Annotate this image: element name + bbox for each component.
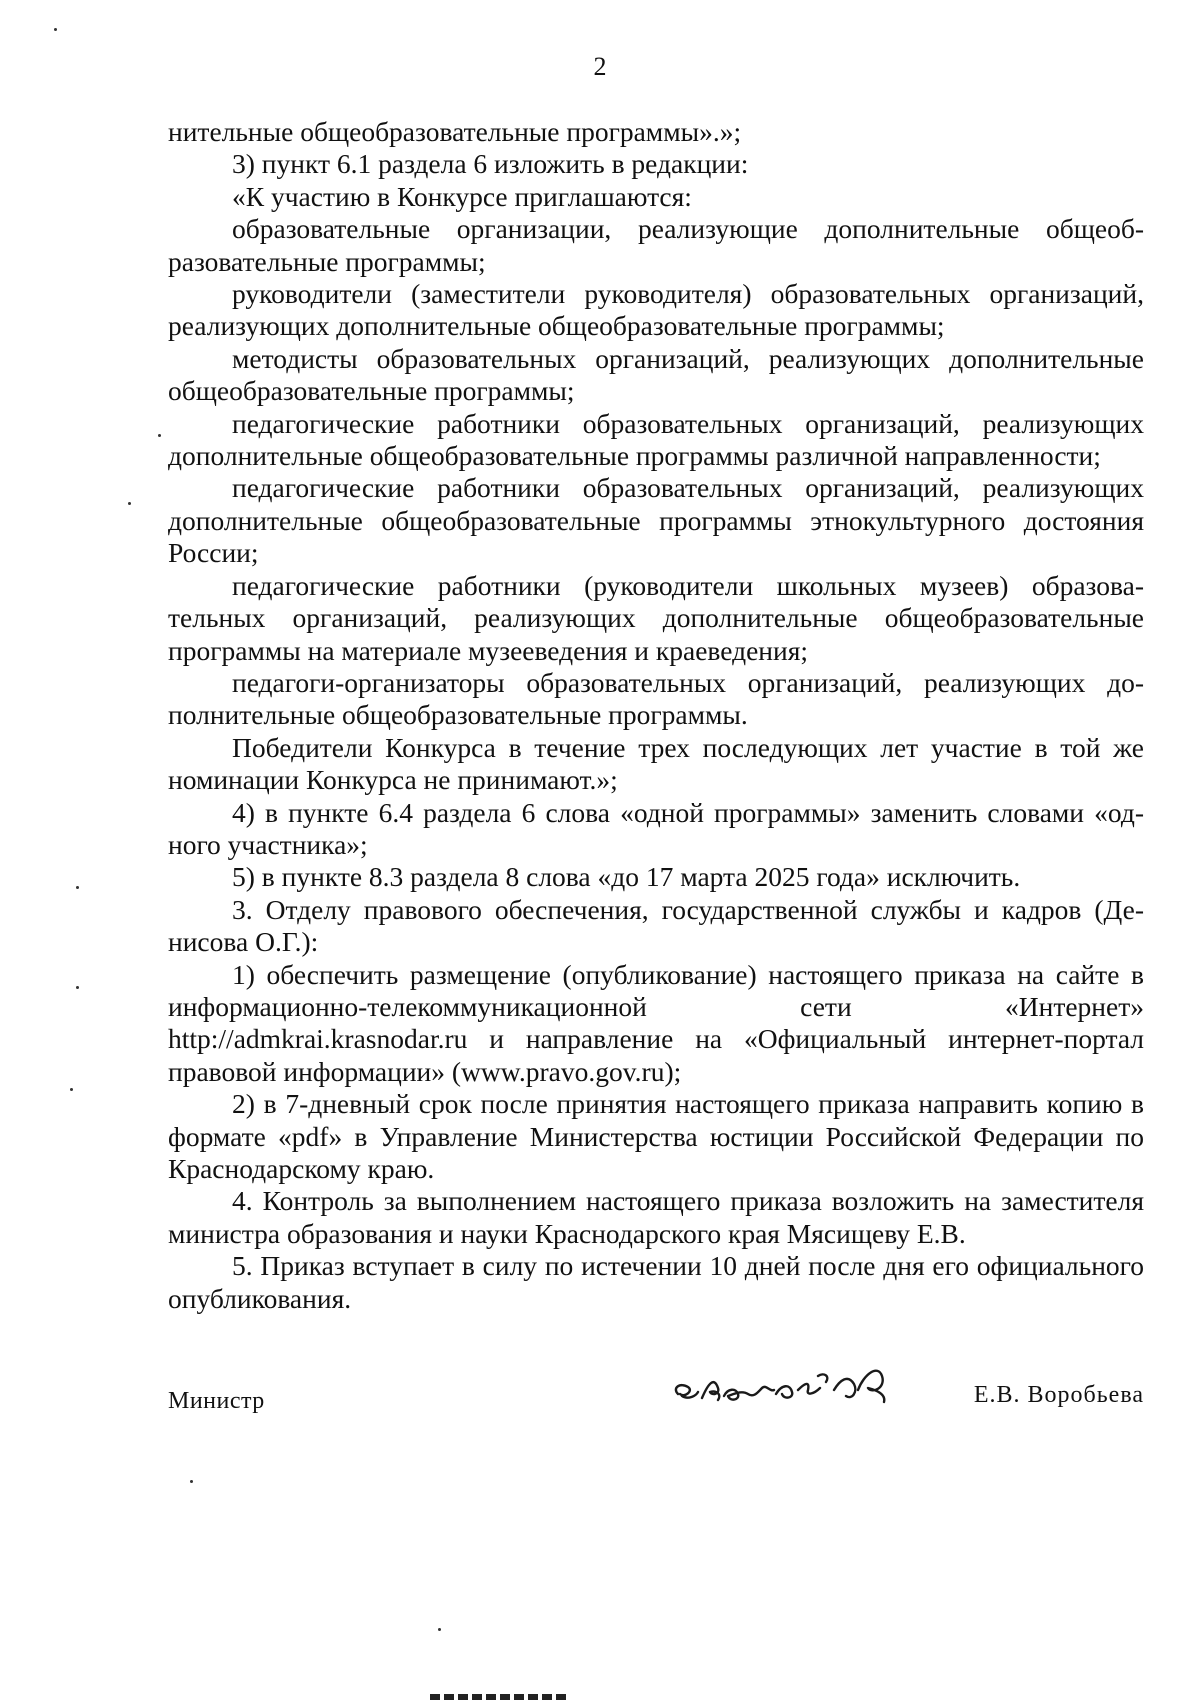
paragraph: 4. Контроль за выполнением настоящего приказа возложить на заместителя министра образования и науки Краснодарского края Мясищеву Е.В. (168, 1185, 1144, 1249)
paragraph: педагоги-организаторы образовательных организаций, реализующих дополнительные общеобразовательные программы. (168, 666, 1144, 731)
paragraph: 1) обеспечить размещение (опубликование) настоящего приказа на сайте в информационно-телекоммуникационной сети «Интернет» http://admkrai.krasnodar.ru и направление на «Официальный интернет-портал правовой информации» (www.pravo.gov.ru); (168, 958, 1144, 1087)
paragraph: руководители (заместители руководителя) образовательных организаций, реализующих дополнительные общеобразовательные программы; (168, 278, 1144, 342)
paragraph: Победители Конкурса в течение трех последующих лет участие в той же номинации Конкурса не принимают.»; (168, 731, 1144, 796)
scan-speck (158, 434, 161, 437)
paragraph: образовательные организации, реализующие дополнительные общеобразовательные программы; (168, 213, 1144, 277)
paragraph: педагогические работники образовательных организаций, реализующих дополнительные общеобразовательные программы этнокультурного достояния России; (168, 472, 1144, 569)
scan-speck (438, 1628, 441, 1631)
page-number: 2 (593, 52, 607, 81)
scan-speck (76, 886, 79, 889)
paragraph: 2) в 7-дневный срок после принятия настоящего приказа направить копию в формате «pdf» в Управление Министерства юстиции Российской Федерации по Краснодарскому краю. (168, 1088, 1144, 1184)
paragraph: педагогические работники (руководители школьных музеев) образовательных организаций, реализующих дополнительные общеобразовательные программы на материале музееведения и краеведения; (168, 569, 1144, 666)
paragraph: 5) в пункте 8.3 раздела 8 слова «до 17 марта 2025 года» исключить. (232, 861, 1021, 893)
paragraph: «К участию в Конкурсе приглашаются: (232, 180, 692, 212)
paragraph: 4) в пункте 6.4 раздела 6 слова «одной программы» заменить словами «одного участника»; (168, 796, 1144, 860)
handwritten-signature (658, 1354, 928, 1414)
paragraph: педагогические работники образовательных организаций, реализующих дополнительные общеобразовательные программы различной направленности; (168, 407, 1144, 472)
paragraph: 3) пункт 6.1 раздела 6 изложить в редакции: (232, 148, 749, 180)
scan-speck (190, 1480, 193, 1483)
paragraph: 3. Отделу правового обеспечения, государственной службы и кадров (Денисова О.Г.): (168, 893, 1144, 958)
scan-speck (76, 986, 79, 989)
paragraph: 5. Приказ вступает в силу по истечении 10 дней после дня его официального опубликования. (168, 1250, 1144, 1314)
scan-speck (70, 1088, 73, 1091)
bottom-scan-mark (430, 1694, 570, 1700)
paragraph: нительные общеобразовательные программы».»; (168, 116, 742, 147)
scan-speck (128, 502, 131, 505)
signature-block (168, 1354, 1144, 1414)
signer-name: Е.В. Воробьева (973, 1382, 1144, 1408)
document-body (168, 116, 1144, 1315)
position-title: Министр (168, 1388, 265, 1414)
paragraph: методисты образовательных организаций, реализующих дополнительные общеобразовательные программы; (168, 342, 1144, 407)
scan-speck (54, 28, 57, 31)
